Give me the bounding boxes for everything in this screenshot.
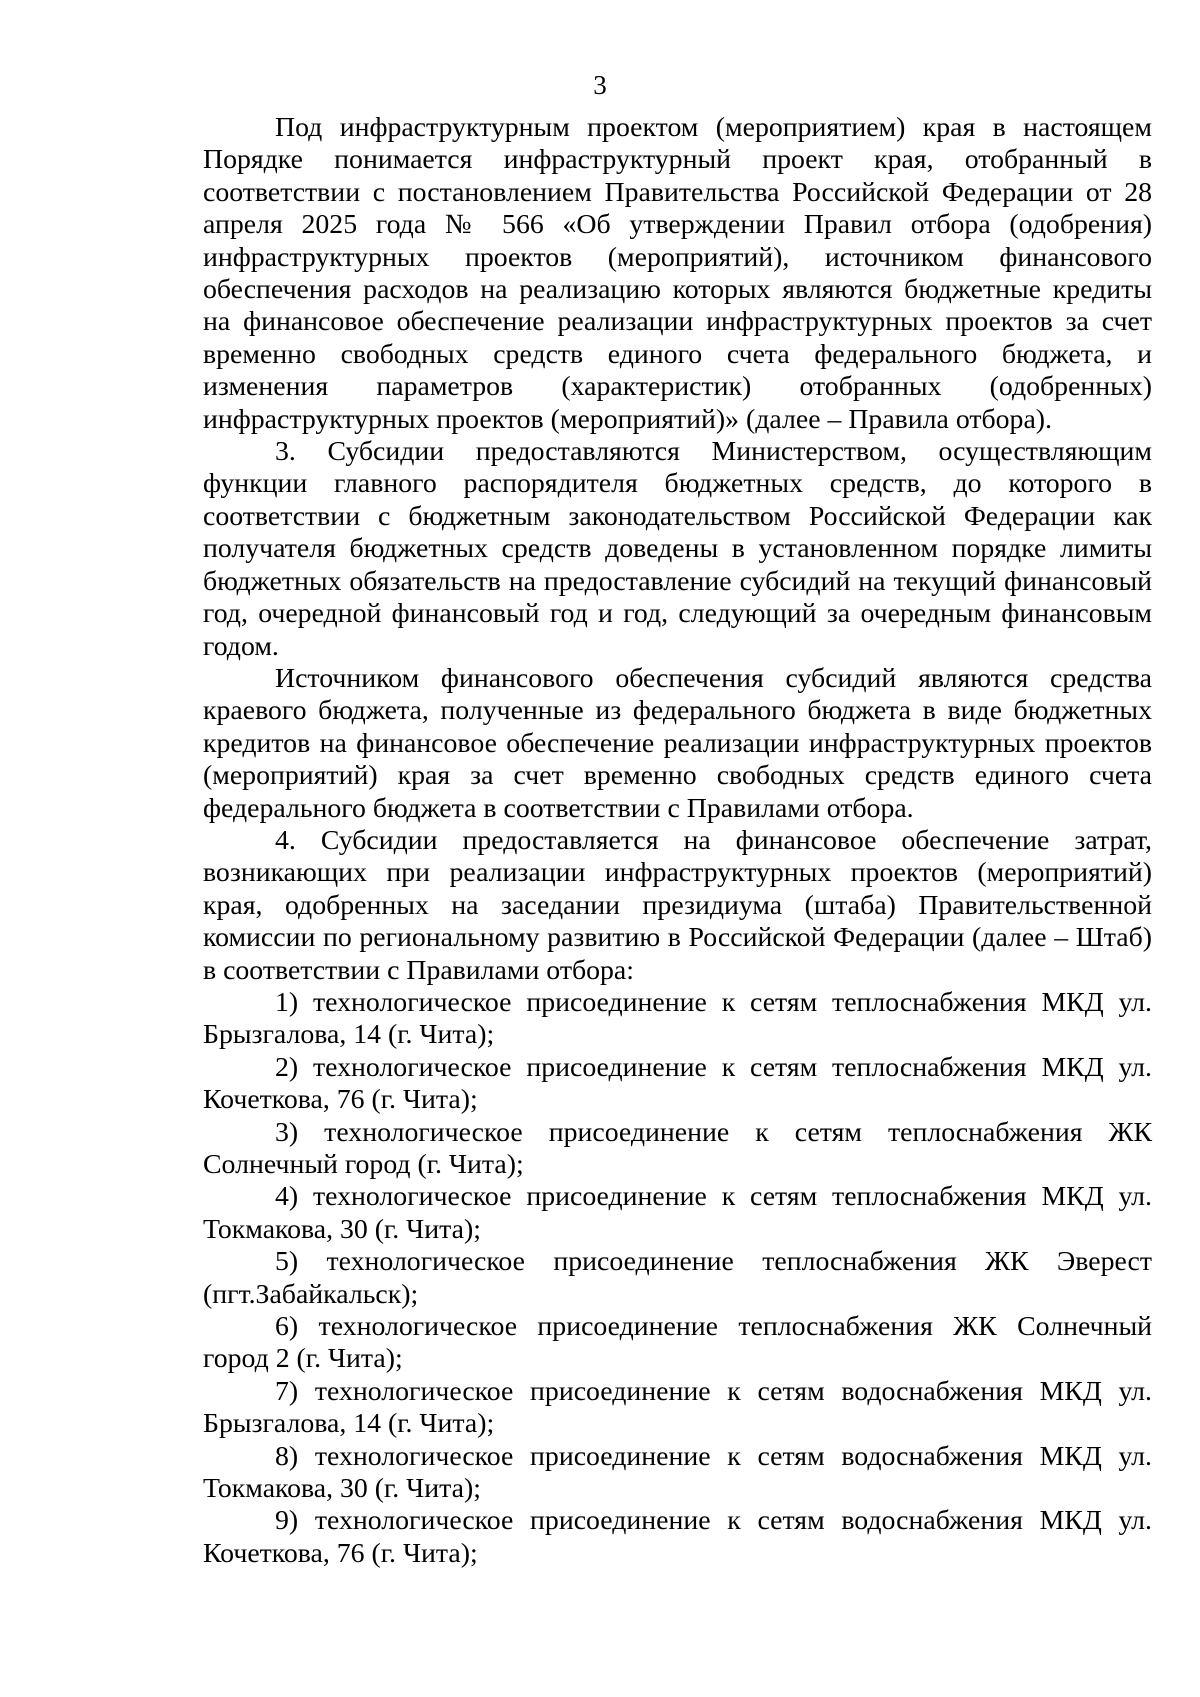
list-item: 5) технологическое присоединение теплоснабжения ЖК Эверест (пгт.Забайкальск); — [203, 1246, 1152, 1310]
list-item: 1) технологическое присоединение к сетям теплоснабжения МКД ул. Брызгалова, 14 (г. Чита); — [203, 986, 1152, 1051]
paragraph-infrastructure-project-definition: Под инфраструктурным проектом (мероприятием) края в настоящем Порядке понимается инфраструктурный проект края, отобранный в соответствии с постановлением Правительства Российской Федерации от 28 апреля 2025 года № 566 «Об утверждении Правил отбора (одобрения) инфраструктурных проектов (мероприятий), источником финансового обеспечения расходов на реализацию которых являются бюджетные кредиты на финансовое обеспечение реализации инфраструктурных проектов за счет временно свободных средств единого счета федерального бюджета, и изменения параметров (характеристик) отобранных (одобренных) инфраструктурных проектов (мероприятий)» (далее – Правила отбора). — [203, 112, 1152, 435]
paragraph-3-subsidies-provider: 3. Субсидии предоставляются Министерством, осуществляющим функции главного распорядителя бюджетных средств, до которого в соответствии с бюджетным законодательством Российской Федерации как получателя бюджетных средств доведены в установленном порядке лимиты бюджетных обязательств на предоставление субсидий на текущий финансовый год, очередной финансовый год и год, следующий за очередным финансовым годом. — [203, 436, 1152, 662]
list-item: 2) технологическое присоединение к сетям теплоснабжения МКД ул. Кочеткова, 76 (г. Чита); — [203, 1051, 1152, 1116]
page-number: 3 — [593, 70, 607, 100]
list-item: 4) технологическое присоединение к сетям теплоснабжения МКД ул. Токмакова, 30 (г. Чита); — [203, 1181, 1152, 1245]
list-item: 9) технологическое присоединение к сетям водоснабжения МКД ул. Кочеткова, 76 (г. Чита); — [203, 1505, 1152, 1569]
list-item: 8) технологическое присоединение к сетям водоснабжения МКД ул. Токмакова, 30 (г. Чита); — [203, 1440, 1152, 1505]
list-item: 3) технологическое присоединение к сетям теплоснабжения ЖК Солнечный город (г. Чита); — [203, 1116, 1152, 1180]
document-body — [203, 112, 1152, 1570]
paragraph-4-subsidies-purpose: 4. Субсидии предоставляется на финансовое обеспечение затрат, возникающих при реализации инфраструктурных проектов (мероприятий) края, одобренных на заседании президиума (штаба) Правительственной комиссии по региональному развитию в Российской Федерации (далее – Штаб) в соответствии с Правилами отбора: — [203, 824, 1152, 986]
paragraph-funding-source: Источником финансового обеспечения субсидий являются средства краевого бюджета, полученные из федерального бюджета в виде бюджетных кредитов на финансовое обеспечение реализации инфраструктурных проектов (мероприятий) края за счет временно свободных средств единого счета федерального бюджета в соответствии с Правилами отбора. — [203, 662, 1152, 824]
list-item: 7) технологическое присоединение к сетям водоснабжения МКД ул. Брызгалова, 14 (г. Чита); — [203, 1375, 1152, 1440]
list-item: 6) технологическое присоединение теплоснабжения ЖК Солнечный город 2 (г. Чита); — [203, 1311, 1152, 1375]
